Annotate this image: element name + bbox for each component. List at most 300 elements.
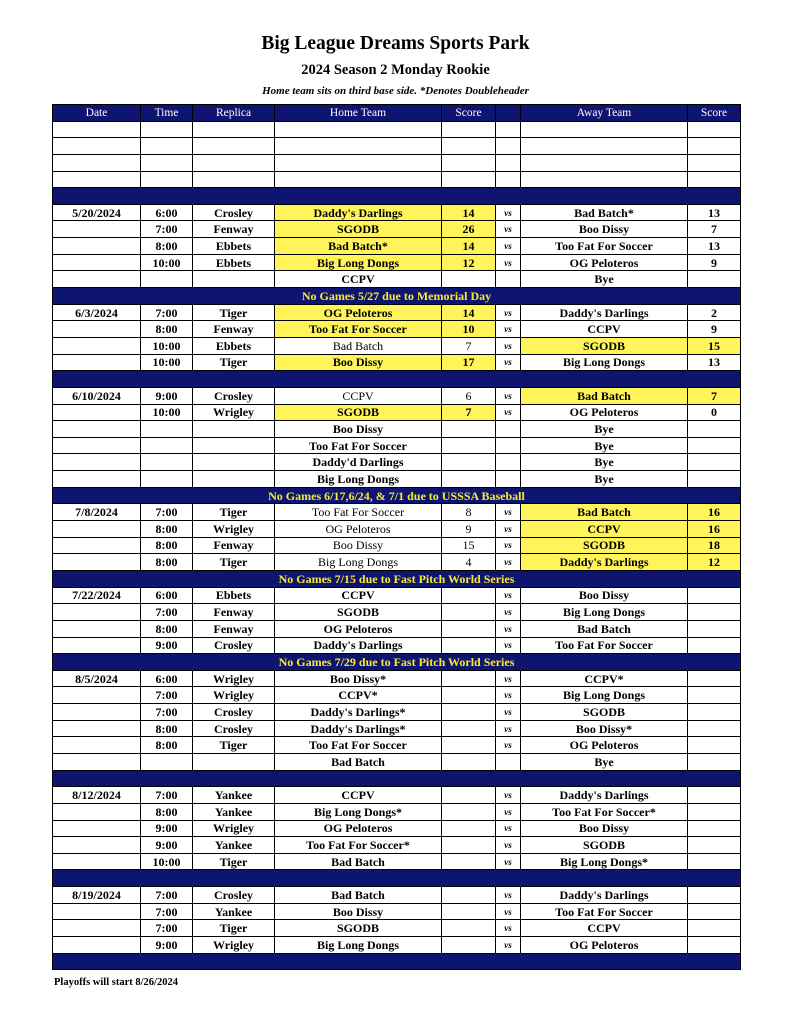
date-cell <box>53 554 141 571</box>
home-team-cell: OG Peloteros <box>275 820 442 837</box>
empty-cell <box>521 154 688 171</box>
away-score-cell: 18 <box>688 537 741 554</box>
field-cell: Wrigley <box>193 820 275 837</box>
home-score-cell: 7 <box>442 404 496 421</box>
field-cell: Crosley <box>193 637 275 654</box>
home-score-cell: 4 <box>442 554 496 571</box>
date-cell <box>53 620 141 637</box>
empty-cell <box>53 154 141 171</box>
vs-cell: vs <box>496 620 521 637</box>
date-cell <box>53 238 141 255</box>
home-team-cell: Daddy's Darlings <box>275 204 442 221</box>
header-time: Time <box>141 105 193 122</box>
away-team-cell: Bad Batch <box>521 620 688 637</box>
time-cell: 9:00 <box>141 820 193 837</box>
schedule-body <box>53 121 741 970</box>
away-team-cell: Bye <box>521 421 688 438</box>
date-cell <box>53 820 141 837</box>
bye-row <box>53 271 741 288</box>
empty-cell <box>53 138 141 155</box>
field-cell: Wrigley <box>193 687 275 704</box>
page-title: Big League Dreams Sports Park <box>261 33 530 54</box>
game-row <box>53 637 741 654</box>
date-cell <box>53 321 141 338</box>
away-team-cell: OG Peloteros <box>521 737 688 754</box>
home-score-cell <box>442 437 496 454</box>
away-team-cell: Boo Dissy <box>521 587 688 604</box>
away-team-cell: Bad Batch* <box>521 204 688 221</box>
away-score-cell <box>688 887 741 904</box>
date-cell <box>53 471 141 488</box>
away-score-cell <box>688 820 741 837</box>
date-cell <box>53 937 141 954</box>
time-cell <box>141 454 193 471</box>
game-row <box>53 787 741 804</box>
field-cell: Crosley <box>193 720 275 737</box>
separator-cell <box>53 953 741 970</box>
game-row <box>53 670 741 687</box>
home-team-cell: SGODB <box>275 604 442 621</box>
vs-cell: vs <box>496 204 521 221</box>
time-cell: 8:00 <box>141 737 193 754</box>
date-cell: 8/19/2024 <box>53 887 141 904</box>
home-score-cell <box>442 687 496 704</box>
away-team-cell: OG Peloteros <box>521 937 688 954</box>
date-cell <box>53 803 141 820</box>
date-cell <box>53 837 141 854</box>
separator-row <box>53 953 741 970</box>
away-score-cell: 7 <box>688 221 741 238</box>
game-row <box>53 903 741 920</box>
vs-cell: vs <box>496 221 521 238</box>
away-score-cell <box>688 787 741 804</box>
time-cell: 7:00 <box>141 687 193 704</box>
home-team-cell: Daddy's Darlings* <box>275 704 442 721</box>
game-row <box>53 404 741 421</box>
header-away-score: Score <box>688 105 741 122</box>
time-cell: 10:00 <box>141 853 193 870</box>
field-cell: Tiger <box>193 737 275 754</box>
empty-cell <box>442 121 496 138</box>
away-score-cell <box>688 421 741 438</box>
date-cell: 6/10/2024 <box>53 387 141 404</box>
home-score-cell: 10 <box>442 321 496 338</box>
home-team-cell: Big Long Dongs <box>275 937 442 954</box>
time-cell: 7:00 <box>141 504 193 521</box>
date-cell <box>53 737 141 754</box>
field-cell <box>193 437 275 454</box>
game-row <box>53 704 741 721</box>
home-score-cell: 7 <box>442 337 496 354</box>
vs-cell: vs <box>496 604 521 621</box>
away-score-cell <box>688 670 741 687</box>
home-team-cell: Big Long Dongs* <box>275 803 442 820</box>
bye-row <box>53 454 741 471</box>
away-team-cell: Daddy's Darlings <box>521 887 688 904</box>
game-row <box>53 853 741 870</box>
field-cell: Wrigley <box>193 404 275 421</box>
home-score-cell <box>442 620 496 637</box>
date-cell <box>53 521 141 538</box>
home-score-cell <box>442 670 496 687</box>
time-cell: 6:00 <box>141 670 193 687</box>
away-score-cell: 2 <box>688 304 741 321</box>
empty-cell <box>193 171 275 188</box>
schedule-table <box>52 104 741 970</box>
vs-cell: vs <box>496 820 521 837</box>
separator-row <box>53 870 741 887</box>
no-games-banner <box>53 654 741 671</box>
time-cell: 10:00 <box>141 404 193 421</box>
date-cell: 7/22/2024 <box>53 587 141 604</box>
away-team-cell: SGODB <box>521 704 688 721</box>
date-cell <box>53 221 141 238</box>
game-row <box>53 587 741 604</box>
away-score-cell: 12 <box>688 554 741 571</box>
field-cell: Wrigley <box>193 937 275 954</box>
home-score-cell <box>442 837 496 854</box>
vs-cell: vs <box>496 903 521 920</box>
empty-cell <box>141 154 193 171</box>
away-score-cell <box>688 437 741 454</box>
away-score-cell <box>688 837 741 854</box>
away-score-cell <box>688 853 741 870</box>
home-score-cell <box>442 421 496 438</box>
away-score-cell: 9 <box>688 321 741 338</box>
vs-cell: vs <box>496 920 521 937</box>
vs-cell <box>496 454 521 471</box>
home-score-cell <box>442 820 496 837</box>
away-score-cell: 7 <box>688 387 741 404</box>
home-team-cell: Daddy's Darlings* <box>275 720 442 737</box>
date-cell <box>53 421 141 438</box>
home-score-cell <box>442 920 496 937</box>
vs-cell <box>496 753 521 770</box>
time-cell: 7:00 <box>141 704 193 721</box>
time-cell: 8:00 <box>141 620 193 637</box>
field-cell: Yankee <box>193 837 275 854</box>
no-games-banner <box>53 288 741 305</box>
away-score-cell: 13 <box>688 204 741 221</box>
home-team-cell: Bad Batch <box>275 853 442 870</box>
time-cell: 10:00 <box>141 254 193 271</box>
empty-cell <box>688 138 741 155</box>
home-score-cell <box>442 271 496 288</box>
time-cell: 8:00 <box>141 720 193 737</box>
game-row <box>53 337 741 354</box>
field-cell: Fenway <box>193 604 275 621</box>
home-team-cell: Big Long Dongs <box>275 471 442 488</box>
vs-cell: vs <box>496 937 521 954</box>
date-cell <box>53 903 141 920</box>
away-team-cell: SGODB <box>521 537 688 554</box>
home-team-cell: Bad Batch <box>275 337 442 354</box>
time-cell: 7:00 <box>141 604 193 621</box>
vs-cell <box>496 271 521 288</box>
field-cell: Ebbets <box>193 238 275 255</box>
time-cell: 8:00 <box>141 521 193 538</box>
home-score-cell <box>442 903 496 920</box>
vs-cell: vs <box>496 238 521 255</box>
home-team-cell: Big Long Dongs <box>275 554 442 571</box>
away-team-cell: Bye <box>521 437 688 454</box>
date-cell: 5/20/2024 <box>53 204 141 221</box>
vs-cell: vs <box>496 887 521 904</box>
separator-row <box>53 188 741 205</box>
date-cell: 8/5/2024 <box>53 670 141 687</box>
vs-cell: vs <box>496 554 521 571</box>
game-row <box>53 920 741 937</box>
home-team-cell: Too Fat For Soccer <box>275 504 442 521</box>
page-subtitle: 2024 Season 2 Monday Rookie <box>301 62 490 78</box>
home-score-cell <box>442 753 496 770</box>
field-cell: Ebbets <box>193 337 275 354</box>
away-score-cell <box>688 271 741 288</box>
time-cell: 7:00 <box>141 887 193 904</box>
field-cell <box>193 471 275 488</box>
vs-cell: vs <box>496 787 521 804</box>
home-team-cell: Bad Batch <box>275 753 442 770</box>
field-cell: Ebbets <box>193 254 275 271</box>
field-cell: Tiger <box>193 853 275 870</box>
time-cell: 8:00 <box>141 554 193 571</box>
game-row <box>53 354 741 371</box>
empty-row <box>53 171 741 188</box>
away-team-cell: Boo Dissy <box>521 820 688 837</box>
empty-cell <box>521 171 688 188</box>
home-team-cell: Boo Dissy <box>275 354 442 371</box>
header-home-team: Home Team <box>275 105 442 122</box>
empty-cell <box>141 171 193 188</box>
field-cell <box>193 421 275 438</box>
time-cell: 8:00 <box>141 537 193 554</box>
home-team-cell: Boo Dissy <box>275 421 442 438</box>
away-score-cell: 16 <box>688 504 741 521</box>
date-cell <box>53 753 141 770</box>
header-vs <box>496 105 521 122</box>
field-cell <box>193 753 275 770</box>
home-score-cell <box>442 471 496 488</box>
bye-row <box>53 421 741 438</box>
time-cell: 8:00 <box>141 238 193 255</box>
home-score-cell: 14 <box>442 204 496 221</box>
away-team-cell: Too Fat For Soccer* <box>521 803 688 820</box>
home-score-cell: 26 <box>442 221 496 238</box>
empty-row <box>53 138 741 155</box>
home-team-cell: SGODB <box>275 920 442 937</box>
field-cell: Ebbets <box>193 587 275 604</box>
field-cell: Fenway <box>193 221 275 238</box>
field-cell: Crosley <box>193 387 275 404</box>
vs-cell: vs <box>496 687 521 704</box>
game-row <box>53 737 741 754</box>
time-cell <box>141 471 193 488</box>
away-team-cell: Daddy's Darlings <box>521 554 688 571</box>
away-score-cell <box>688 903 741 920</box>
bye-row <box>53 753 741 770</box>
empty-cell <box>442 138 496 155</box>
date-cell <box>53 604 141 621</box>
game-row <box>53 504 741 521</box>
bye-row <box>53 437 741 454</box>
time-cell <box>141 753 193 770</box>
date-cell: 6/3/2024 <box>53 304 141 321</box>
banner-text: No Games 7/29 due to Fast Pitch World Series <box>53 654 741 671</box>
away-team-cell: Bad Batch <box>521 387 688 404</box>
vs-cell: vs <box>496 837 521 854</box>
home-team-cell: CCPV <box>275 787 442 804</box>
game-row <box>53 387 741 404</box>
separator-row <box>53 371 741 388</box>
away-team-cell: Boo Dissy <box>521 221 688 238</box>
home-team-cell: CCPV <box>275 587 442 604</box>
game-row <box>53 937 741 954</box>
field-cell: Fenway <box>193 537 275 554</box>
vs-cell: vs <box>496 803 521 820</box>
vs-cell: vs <box>496 704 521 721</box>
time-cell <box>141 271 193 288</box>
field-cell: Yankee <box>193 903 275 920</box>
home-score-cell <box>442 704 496 721</box>
away-team-cell: Big Long Dongs <box>521 687 688 704</box>
empty-cell <box>442 154 496 171</box>
away-team-cell: SGODB <box>521 337 688 354</box>
header-away-team: Away Team <box>521 105 688 122</box>
field-cell: Yankee <box>193 803 275 820</box>
empty-cell <box>275 154 442 171</box>
field-cell <box>193 271 275 288</box>
date-cell <box>53 404 141 421</box>
time-cell: 9:00 <box>141 837 193 854</box>
time-cell: 10:00 <box>141 354 193 371</box>
away-team-cell: Bad Batch <box>521 504 688 521</box>
time-cell: 6:00 <box>141 204 193 221</box>
empty-cell <box>496 154 521 171</box>
vs-cell: vs <box>496 504 521 521</box>
away-team-cell: Big Long Dongs <box>521 604 688 621</box>
time-cell: 7:00 <box>141 903 193 920</box>
away-score-cell <box>688 471 741 488</box>
home-team-cell: SGODB <box>275 404 442 421</box>
empty-cell <box>275 121 442 138</box>
bye-row <box>53 471 741 488</box>
field-cell: Crosley <box>193 887 275 904</box>
field-cell: Tiger <box>193 304 275 321</box>
date-cell: 8/12/2024 <box>53 787 141 804</box>
separator-row <box>53 770 741 787</box>
field-cell: Crosley <box>193 204 275 221</box>
home-score-cell <box>442 787 496 804</box>
home-score-cell: 9 <box>442 521 496 538</box>
empty-cell <box>193 138 275 155</box>
field-cell: Wrigley <box>193 521 275 538</box>
vs-cell: vs <box>496 670 521 687</box>
date-cell <box>53 687 141 704</box>
no-games-banner <box>53 570 741 587</box>
away-score-cell <box>688 920 741 937</box>
game-row <box>53 221 741 238</box>
away-team-cell: OG Peloteros <box>521 404 688 421</box>
vs-cell: vs <box>496 637 521 654</box>
away-team-cell: Big Long Dongs <box>521 354 688 371</box>
away-score-cell <box>688 803 741 820</box>
away-team-cell: Daddy's Darlings <box>521 787 688 804</box>
time-cell <box>141 421 193 438</box>
empty-cell <box>141 138 193 155</box>
home-team-cell: Bad Batch* <box>275 238 442 255</box>
away-score-cell <box>688 753 741 770</box>
away-score-cell <box>688 587 741 604</box>
game-row <box>53 521 741 538</box>
game-row <box>53 254 741 271</box>
home-team-cell: Big Long Dongs <box>275 254 442 271</box>
field-cell: Fenway <box>193 321 275 338</box>
separator-cell <box>53 770 741 787</box>
home-score-cell <box>442 887 496 904</box>
game-row <box>53 238 741 255</box>
empty-cell <box>53 171 141 188</box>
empty-cell <box>442 171 496 188</box>
home-score-cell: 14 <box>442 238 496 255</box>
time-cell: 10:00 <box>141 337 193 354</box>
header-replica: Replica <box>193 105 275 122</box>
game-row <box>53 321 741 338</box>
field-cell: Fenway <box>193 620 275 637</box>
field-cell: Crosley <box>193 704 275 721</box>
home-team-cell: OG Peloteros <box>275 304 442 321</box>
schedule-note: Home team sits on third base side. *Denotes Doubleheader <box>262 85 529 97</box>
vs-cell: vs <box>496 354 521 371</box>
away-team-cell: Bye <box>521 271 688 288</box>
date-cell <box>53 271 141 288</box>
home-team-cell: Boo Dissy <box>275 537 442 554</box>
time-cell: 6:00 <box>141 587 193 604</box>
empty-cell <box>275 138 442 155</box>
home-score-cell <box>442 937 496 954</box>
empty-cell <box>496 138 521 155</box>
game-row <box>53 204 741 221</box>
empty-cell <box>275 171 442 188</box>
home-team-cell: OG Peloteros <box>275 521 442 538</box>
field-cell: Tiger <box>193 354 275 371</box>
time-cell: 7:00 <box>141 787 193 804</box>
home-score-cell: 8 <box>442 504 496 521</box>
date-cell <box>53 853 141 870</box>
away-team-cell: Daddy's Darlings <box>521 304 688 321</box>
away-score-cell: 15 <box>688 337 741 354</box>
date-cell <box>53 254 141 271</box>
home-score-cell: 15 <box>442 537 496 554</box>
game-row <box>53 837 741 854</box>
date-cell <box>53 920 141 937</box>
game-row <box>53 820 741 837</box>
vs-cell: vs <box>496 337 521 354</box>
away-score-cell <box>688 454 741 471</box>
header-date: Date <box>53 105 141 122</box>
time-cell: 8:00 <box>141 803 193 820</box>
home-team-cell: Too Fat For Soccer* <box>275 837 442 854</box>
home-score-cell <box>442 637 496 654</box>
vs-cell <box>496 437 521 454</box>
date-cell <box>53 537 141 554</box>
away-score-cell <box>688 687 741 704</box>
away-score-cell: 16 <box>688 521 741 538</box>
home-team-cell: CCPV <box>275 387 442 404</box>
empty-cell <box>193 121 275 138</box>
vs-cell: vs <box>496 304 521 321</box>
home-team-cell: Too Fat For Soccer <box>275 437 442 454</box>
date-cell <box>53 704 141 721</box>
